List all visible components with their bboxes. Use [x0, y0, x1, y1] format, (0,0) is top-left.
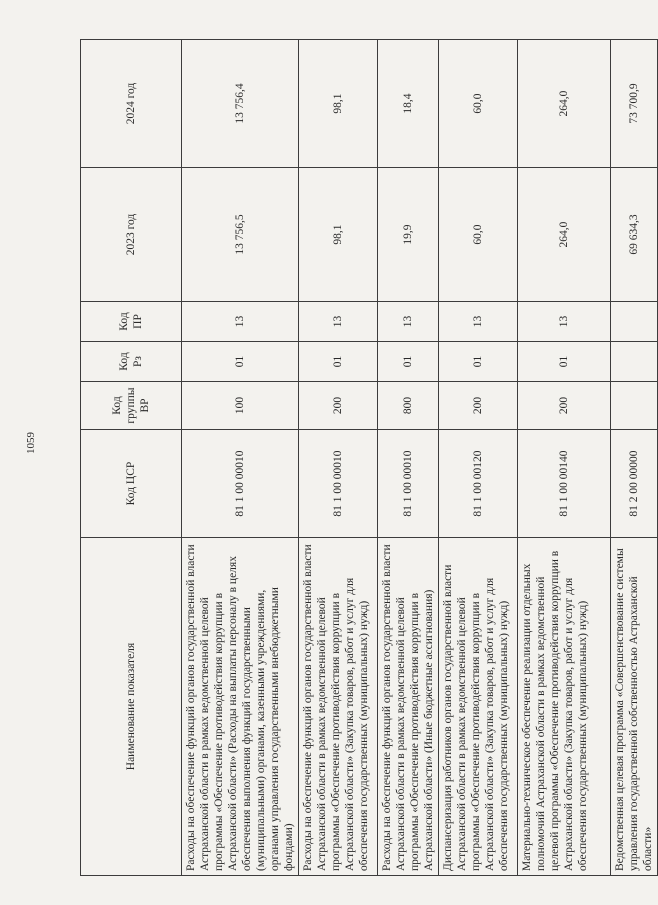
cell-pr-code: 13 — [299, 302, 378, 342]
cell-indicator-name: Расходы на обеспечение функций органов государственной власти Астраханской области в рамках ведомственной целевой программы «Обеспечение противодействия коррупции в Астраханской области» (Расходы на выплаты персоналу в целях обеспечения выполнения функций государственными (муниципальными) органами, казенными учреждениями, органами управления государственными внебюджетными фондами) — [182, 538, 299, 876]
cell-vr-group-code: 200 — [439, 382, 518, 430]
cell-csr-code: 81 1 00 00010 — [378, 430, 439, 538]
cell-csr-code: 81 1 00 00120 — [439, 430, 518, 538]
cell-year-2023: 60,0 — [439, 168, 518, 302]
header-year-2024: 2024 год — [81, 40, 182, 168]
page-number: 1059 — [25, 432, 37, 454]
rotated-table-container — [80, 40, 654, 876]
cell-rz-code: 01 — [182, 342, 299, 382]
cell-year-2023: 98,1 — [299, 168, 378, 302]
cell-rz-code: 01 — [299, 342, 378, 382]
cell-pr-code — [611, 302, 658, 342]
cell-rz-code: 01 — [378, 342, 439, 382]
header-vr-group-code: Код группы ВР — [81, 382, 182, 430]
cell-pr-code: 13 — [182, 302, 299, 342]
cell-rz-code — [611, 342, 658, 382]
table-row — [439, 40, 518, 876]
table-row — [611, 40, 658, 876]
cell-year-2024: 73 700,9 — [611, 40, 658, 168]
header-csr-code: Код ЦСР — [81, 430, 182, 538]
header-rz-code: Код Рз — [81, 342, 182, 382]
cell-indicator-name: Ведомственная целевая программа «Совершенствование системы управления государственной собственностью Астраханской области» — [611, 538, 658, 876]
table-row — [299, 40, 378, 876]
table-header-row — [81, 40, 182, 876]
cell-year-2024: 264,0 — [518, 40, 611, 168]
cell-indicator-name: Материально-техническое обеспечение реализации отдельных полномочий Астраханской области в рамках ведомственной целевой программы «Обеспечение противодействия коррупции в Астраханской области» (Закупка товаров, работ и услуг для обеспечения государственных (муниципальных) нужд) — [518, 538, 611, 876]
cell-year-2023: 13 756,5 — [182, 168, 299, 302]
cell-year-2024: 18,4 — [378, 40, 439, 168]
budget-table — [80, 39, 658, 876]
header-pr-code: Код ПР — [81, 302, 182, 342]
table-row — [182, 40, 299, 876]
cell-indicator-name: Диспансеризация работников органов государственной власти Астраханской области в рамках ведомственной целевой программы «Обеспечение противодействия коррупции в Астраханской области» (Закупка товаров, работ и услуг для обеспечения государственных (муниципальных) нужд) — [439, 538, 518, 876]
cell-pr-code: 13 — [518, 302, 611, 342]
table-row — [378, 40, 439, 876]
cell-pr-code: 13 — [378, 302, 439, 342]
cell-vr-group-code: 100 — [182, 382, 299, 430]
header-year-2023: 2023 год — [81, 168, 182, 302]
cell-csr-code: 81 2 00 00000 — [611, 430, 658, 538]
cell-vr-group-code — [611, 382, 658, 430]
cell-indicator-name: Расходы на обеспечение функций органов государственной власти Астраханской области в рамках ведомственной целевой программы «Обеспечение противодействия коррупции в Астраханской области» (Закупка товаров, работ и услуг для обеспечения государственных (муниципальных) нужд) — [299, 538, 378, 876]
cell-vr-group-code: 200 — [518, 382, 611, 430]
cell-year-2024: 98,1 — [299, 40, 378, 168]
cell-csr-code: 81 1 00 00010 — [299, 430, 378, 538]
cell-rz-code: 01 — [439, 342, 518, 382]
cell-year-2023: 264,0 — [518, 168, 611, 302]
header-indicator-name: Наименование показателя — [81, 538, 182, 876]
cell-pr-code: 13 — [439, 302, 518, 342]
cell-csr-code: 81 1 00 00010 — [182, 430, 299, 538]
cell-year-2024: 13 756,4 — [182, 40, 299, 168]
cell-year-2023: 69 634,3 — [611, 168, 658, 302]
cell-year-2024: 60,0 — [439, 40, 518, 168]
cell-vr-group-code: 200 — [299, 382, 378, 430]
cell-csr-code: 81 1 00 00140 — [518, 430, 611, 538]
cell-indicator-name: Расходы на обеспечение функций органов государственной власти Астраханской области в рамках ведомственной целевой программы «Обеспечение противодействия коррупции в Астраханской области» (Иные бюджетные ассигнования) — [378, 538, 439, 876]
cell-rz-code: 01 — [518, 342, 611, 382]
table-row — [518, 40, 611, 876]
cell-vr-group-code: 800 — [378, 382, 439, 430]
cell-year-2023: 19,9 — [378, 168, 439, 302]
